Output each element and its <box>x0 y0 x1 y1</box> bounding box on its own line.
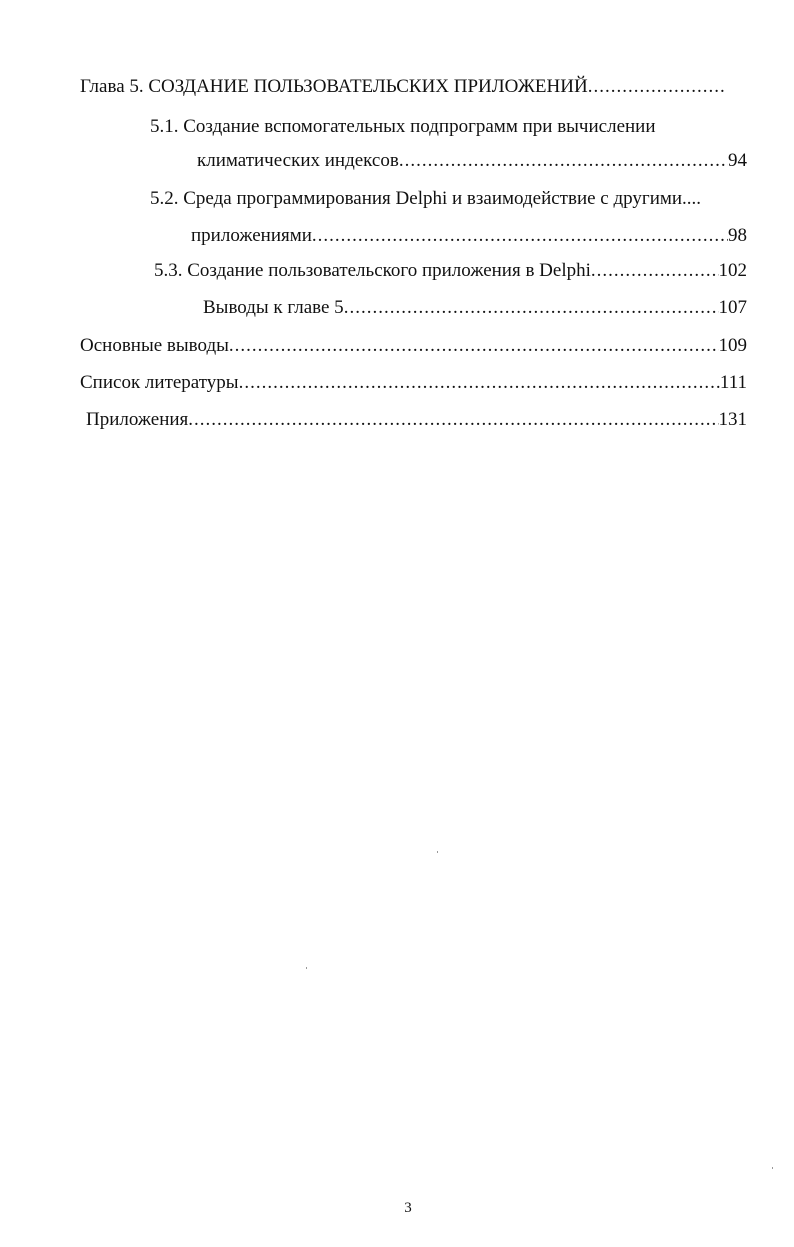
toc-entry-page: 109 <box>718 335 747 356</box>
scan-speck <box>306 967 307 969</box>
toc-entry-title: приложениями <box>191 225 312 246</box>
toc-entry-page: 131 <box>718 409 747 430</box>
toc-leader-dots <box>312 224 728 248</box>
toc-entry-main-conclusions <box>80 334 747 358</box>
toc-entry-page: 111 <box>719 372 747 393</box>
toc-entry-title: 5.3. Создание пользовательского приложения в Delphi <box>154 260 591 281</box>
scan-speck <box>437 851 438 853</box>
scan-speck <box>772 1167 773 1169</box>
toc-entry-5-2-line-2 <box>191 224 747 248</box>
toc-entry-5-1-line-2 <box>197 149 747 173</box>
toc-leader-dots <box>344 296 719 320</box>
toc-leader-dots <box>591 259 719 283</box>
toc-entry-5-2-line-1 <box>150 187 701 211</box>
toc-entry-conclusions-chapter-5 <box>203 296 747 320</box>
toc-entry-title: Основные выводы <box>80 335 229 356</box>
toc-entry-page: 107 <box>718 297 747 318</box>
toc-entry-title: Выводы к главе 5 <box>203 297 344 318</box>
page-number: 3 <box>404 1200 412 1216</box>
toc-entry-title: Список литературы <box>80 372 239 393</box>
toc-entry-appendices <box>86 408 747 432</box>
toc-entry-title: климатических индексов <box>197 150 399 171</box>
toc-entry-title: 5.1. Создание вспомогательных подпрограмм при вычислении <box>150 116 656 137</box>
toc-leader-dots <box>588 75 725 99</box>
toc-entry-title: 5.2. Среда программирования Delphi и взаимодействие с другими.... <box>150 188 702 209</box>
toc-entry-title: Глава 5. СОЗДАНИЕ ПОЛЬЗОВАТЕЛЬСКИХ ПРИЛОЖЕНИЙ <box>80 76 588 97</box>
toc-leader-dots <box>239 371 720 395</box>
toc-entry-title: Приложения <box>86 409 189 430</box>
toc-entry-references <box>80 371 747 395</box>
toc-entry-5-3 <box>154 259 747 283</box>
toc-entry-5-1-line-1 <box>150 115 656 139</box>
toc-leader-dots <box>229 334 719 358</box>
toc-entry-page: 94 <box>728 150 747 171</box>
toc-leader-dots <box>399 149 728 173</box>
toc-entry-page: 102 <box>718 260 747 281</box>
toc-entry-chapter-5 <box>80 75 725 99</box>
toc-leader-dots <box>188 408 718 432</box>
toc-entry-page: 98 <box>728 225 747 246</box>
